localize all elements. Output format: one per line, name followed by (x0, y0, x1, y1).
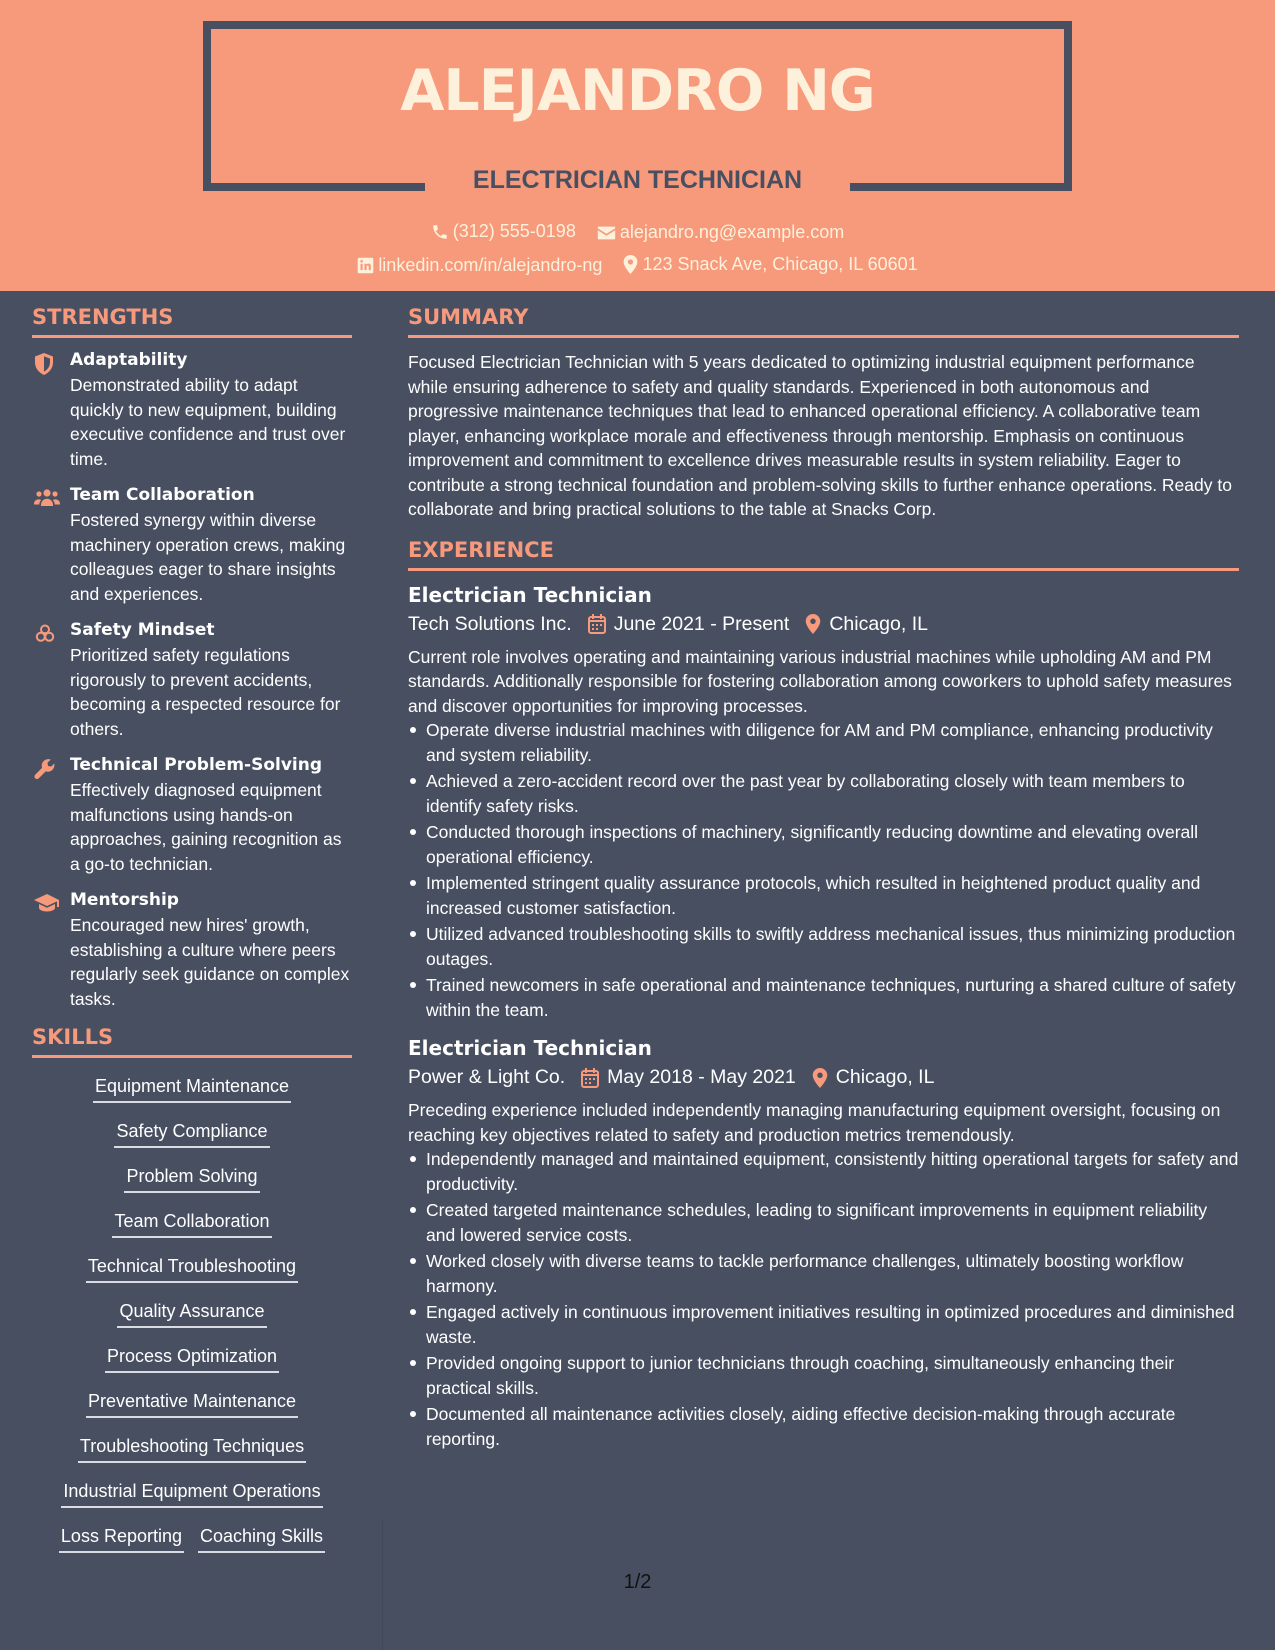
job-title: Electrician Technician (408, 582, 652, 607)
skills-title: SKILLS (32, 1025, 352, 1058)
map-pin-icon (805, 614, 821, 634)
strength-item (32, 620, 352, 741)
strengths-title: STRENGTHS (32, 305, 352, 338)
job-bullet: Utilized advanced troubleshooting skills to swiftly address mechanical issues, thus minimizing production outages. (408, 922, 1239, 971)
job-location: Chicago, IL (835, 1066, 935, 1088)
job-entry (408, 583, 1239, 1023)
job-bullet: Provided ongoing support to junior technicians through coaching, simultaneously enhancing their practical skills. (408, 1351, 1239, 1400)
summary-text: Focused Electrician Technician with 5 years dedicated to optimizing industrial equipment performance while ensuring adherence to safety and quality standards. Experienced in both autonomous and progressive maintenance techniques that lead to enhanced operational efficiency. A collaborative team player, enhancing workplace morale and effectiveness through mentorship. Emphasis on continuous improvement and commitment to excellence drives measurable results in system reliability. Eager to contribute a strong technical foundation and problem-solving skills to further enhance operations. Ready to collaborate and bring practical solutions to the table at Snacks Corp. (408, 352, 1232, 519)
strength-desc: Fostered synergy within diverse machinery operation crews, making colleagues eager to share insights and experiences. (70, 510, 346, 604)
skill-tag: Technical Troubleshooting (86, 1252, 298, 1283)
calendar-icon (581, 1068, 599, 1088)
strength-title: Adaptability (70, 350, 188, 370)
job-bullet: Documented all maintenance activities closely, aiding effective decision-making through accurate reporting. (408, 1402, 1239, 1451)
skill-tag: Troubleshooting Techniques (78, 1432, 306, 1463)
job-description: Current role involves operating and maintaining various industrial machines while upholding AM and PM standards. Additionally responsible for fostering collaboration among coworkers to uphold safety measures and discover opportunities for improving processes. (408, 646, 1232, 716)
strength-item (32, 350, 352, 471)
job-meta (408, 613, 1239, 636)
strength-title: Team Collaboration (70, 485, 255, 505)
phone-icon (431, 223, 449, 241)
summary-title: SUMMARY (408, 305, 1239, 338)
frame-bottom-left (203, 183, 425, 191)
strength-item (32, 890, 352, 1011)
job-meta (408, 1066, 1239, 1089)
linkedin-text: linkedin.com/in/alejandro-ng (378, 255, 603, 275)
job-bullet: Achieved a zero-accident record over the past year by collaborating closely with team members to identify safety risks. (408, 769, 1239, 818)
skill-tag: Coaching Skills (198, 1522, 325, 1553)
shield-icon (34, 353, 54, 375)
job-bullet: Engaged actively in continuous improvement initiatives resulting in optimized procedures and diminished waste. (408, 1300, 1239, 1349)
job-title: Electrician Technician (408, 1036, 652, 1060)
skill-tag: Process Optimization (105, 1342, 279, 1373)
strength-desc: Effectively diagnosed equipment malfunctions using hands-on approaches, gaining recognition as a go-to technician. (70, 780, 342, 874)
job-entry (408, 1036, 1239, 1451)
job-bullet: Conducted thorough inspections of machinery, significantly reducing downtime and elevating overall operational efficiency. (408, 820, 1239, 869)
skill-tag: Quality Assurance (117, 1297, 266, 1328)
job-description: Preceding experience included independently managing manufacturing equipment oversight, focusing on reaching key objectives related to safety and production metrics tremendously. (408, 1100, 1221, 1145)
job-bullet: Independently managed and maintained equipment, consistently hitting operational targets for safety and productivity. (408, 1147, 1239, 1196)
candidate-name: ALEJANDRO NG (400, 58, 875, 124)
users-icon (34, 488, 60, 508)
job-company: Tech Solutions Inc. (408, 612, 572, 635)
email-text: alejandro.ng@example.com (619, 222, 845, 242)
job-bullet: Created targeted maintenance schedules, leading to significant improvements in equipment reliability and lowered service costs. (408, 1198, 1239, 1247)
calendar-icon (588, 614, 606, 634)
map-pin-icon (623, 255, 638, 274)
phone-contact[interactable] (431, 221, 576, 242)
email-contact[interactable] (597, 222, 844, 243)
job-company: Power & Light Co. (408, 1066, 566, 1088)
strength-title: Technical Problem-Solving (70, 755, 323, 775)
experience-title: EXPERIENCE (408, 538, 1239, 571)
job-bullet: Worked closely with diverse teams to tackle performance challenges, ultimately boosting workflow harmony. (408, 1249, 1239, 1298)
biohazard-icon (34, 623, 56, 645)
skill-tag: Problem Solving (124, 1162, 259, 1193)
strength-desc: Prioritized safety regulations rigorously to prevent accidents, becoming a respected resource for others. (70, 645, 341, 739)
contact-row-2 (0, 254, 1275, 279)
job-bullet: Operate diverse industrial machines with diligence for AM and PM compliance, enhancing productivity and system reliability. (408, 718, 1239, 767)
job-bullets (408, 718, 1239, 1022)
strength-item (32, 755, 352, 876)
left-column (32, 305, 352, 1567)
contact-row-1 (0, 221, 1275, 246)
linkedin-icon (357, 257, 374, 274)
job-dates: June 2021 - Present (613, 612, 790, 635)
strength-item (32, 485, 352, 606)
frame-bottom-right (850, 183, 1072, 191)
job-location: Chicago, IL (829, 612, 928, 635)
page-number: 1/2 (623, 1571, 652, 1593)
strength-title: Safety Mindset (70, 620, 215, 640)
wrench-icon (34, 758, 56, 780)
skill-tag: Team Collaboration (112, 1207, 271, 1238)
job-bullet: Trained newcomers in safe operational and maintenance techniques, nurturing a shared culture of safety within the team. (408, 973, 1239, 1022)
address-contact (623, 254, 917, 275)
job-dates: May 2018 - May 2021 (607, 1066, 796, 1088)
candidate-role: ELECTRICIAN TECHNICIAN (472, 166, 803, 194)
map-pin-icon (812, 1068, 828, 1088)
strength-title: Mentorship (70, 890, 179, 910)
envelope-icon (597, 225, 616, 241)
phone-text: (312) 555-0198 (452, 221, 576, 241)
strength-desc: Demonstrated ability to adapt quickly to new equipment, building executive confidence and trust over time. (70, 375, 346, 469)
skill-tag: Safety Compliance (114, 1117, 269, 1148)
skills-list (32, 1070, 352, 1567)
job-bullets (408, 1147, 1239, 1451)
job-bullet: Implemented stringent quality assurance protocols, which resulted in heightened product quality and increased customer satisfaction. (408, 871, 1239, 920)
strength-desc: Encouraged new hires' growth, establishing a culture where peers regularly seek guidance on complex tasks. (70, 915, 350, 1009)
right-column (408, 305, 1239, 1465)
graduation-cap-icon (34, 893, 60, 913)
resume-header (0, 0, 1275, 291)
skill-tag: Industrial Equipment Operations (61, 1477, 322, 1508)
linkedin-contact[interactable] (357, 255, 602, 276)
skill-tag: Equipment Maintenance (93, 1072, 291, 1103)
address-text: 123 Snack Ave, Chicago, IL 60601 (642, 254, 918, 274)
skill-tag: Preventative Maintenance (86, 1387, 298, 1418)
skill-tag: Loss Reporting (59, 1522, 184, 1553)
